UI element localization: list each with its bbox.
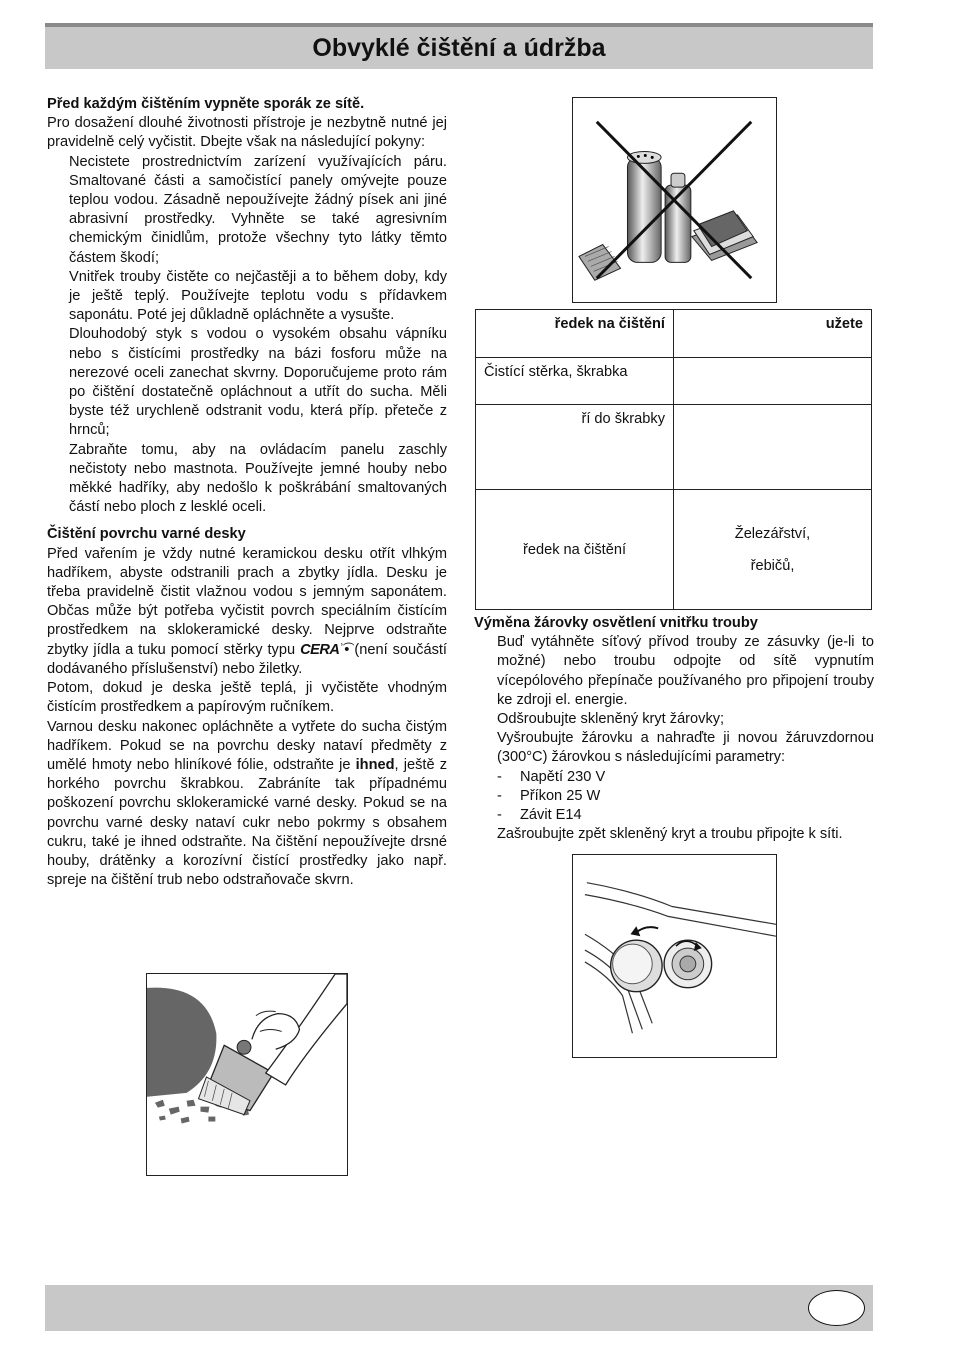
care-item: Vnitřek trouby čistěte co nejčastěji a to během doby, kdy je ještě teplý. Používejte teplotu vodu s přídavkem saponátu. Poté jej důkladně opláchněte a vysušte.	[69, 268, 447, 324]
bulb-step: Odšroubujte skleněný kryt žárovky;	[497, 711, 725, 728]
hob-paragraph-3	[47, 718, 447, 891]
hob-p1-text: Před vařením je vždy nutné keramickou desku otřít vlhkým hadříkem, abyste odstranili prach a zbytky jídla. Desku je třeba pravidelně čistit vlažnou vodou s jemným saponátem. Občas může být potřeba vyčistit povrch speciálním čistícím prostředkem na sklokeramické desky. Nejprve odstraňte zbytky jídla a tuku pomocí stěrky typu	[47, 545, 447, 658]
table-cell	[674, 405, 872, 490]
hob-p1-tail: (není součástí dodávaného příslušenství) nebo žiletky.	[47, 641, 447, 677]
table-header-cell: užete	[674, 310, 872, 358]
hob-p3-bold: ihned	[355, 756, 395, 773]
header-bar	[45, 23, 873, 69]
spec-text: Závit E14	[520, 807, 582, 824]
hob-paragraph-2: Potom, dokud je deska ještě teplá, ji vyčistěte vhodným čistícím prostředkem a papírovým ručníkem.	[47, 680, 447, 716]
table-cell: ří do škrabky	[476, 405, 674, 490]
table-row	[476, 405, 872, 490]
hob-paragraph-1	[47, 545, 447, 679]
bulb-step: Buď vytáhněte síťový přívod trouby ze zásuvky (je-li to možné) nebo troubu odpojte od sítě vypnutím vícepólového přepínače používaného pro připojení trouby ke zdroji el. energie.	[497, 634, 874, 708]
cera-logo: CERA	[300, 641, 340, 658]
page-number-oval	[808, 1290, 865, 1326]
table-row	[476, 490, 872, 610]
bulb-heading: Výměna žárovky osvětlení vnitřku trouby	[474, 615, 758, 631]
footer-bar	[45, 1285, 873, 1331]
right-column	[474, 614, 874, 844]
cleaning-products-table	[475, 309, 872, 610]
spec-item: - Napětí 230 V	[474, 768, 874, 787]
bulb-final-step: Zašroubujte zpět skleněný kryt a troubu připojte k síti.	[497, 826, 843, 843]
left-column	[47, 95, 447, 890]
hob-p3-a: Varnou desku nakonec opláchněte a vytřete do sucha čistým hadříkem. Pokud se na povrchu desky nataví předměty z umělé hmoty nebo hliníkové fólie, odstraňte je	[47, 718, 447, 773]
table-row	[476, 358, 872, 405]
spec-text: Příkon 25 W	[520, 787, 601, 804]
table-cell	[674, 358, 872, 405]
forbidden-products-icon	[572, 97, 777, 303]
cera-icon: ʾ͡•	[339, 641, 350, 658]
intro-text: Pro dosažení dlouhé životnosti přístroje je nezbytně nutné jej pravidelně celý vyčistit. Dbejte však na následující pokyny:	[47, 115, 447, 151]
table-cell: Železářství, řebičů,	[674, 490, 872, 610]
page-title: Obvyklé čištění a údržba	[312, 34, 606, 62]
care-item: Necistete prostrednictvím zarízení využívajících páru. Smaltované části a samočistící panely omývejte pouze teplou vodou. Zásadně nepoužívejte žádný písek ani jiné abrasivní prostředky. Vyhněte se také agresivním chemickým činidlům, protože všechny tyto látky těmto částem škodí;	[69, 153, 447, 266]
intro-heading: Před každým čištěním vypněte sporák ze sítě.	[47, 96, 365, 112]
table-header-cell: ředek na čištění	[476, 310, 674, 358]
care-item: Zabraňte tomu, aby na ovládacím panelu zaschly nečistoty nebo mastnota. Používejte jemné houby nebo měkké hadříky, aby nedošlo k poškrábání smaltovaných částí nebo ploch z lesklé oceli.	[69, 441, 447, 516]
hob-p3-b: , ještě z horkého povrchu škrabkou. Zabráníte tak případnému poškození povrchu sklokeramické varné desky. Pokud se na povrchu varné desky nataví cukr nebo pokrmy s obsahem cukru, také je ihned odstraňte. Na čištění nepoužívejte drsné houby, drátěnky a korozívní čistící prostředky jako např. spreje na čištění trub nebo odstraňovače skvrn.	[47, 756, 447, 889]
bulb-step: Vyšroubujte žárovku a nahraďte ji novou žáruvzdornou (300°C) žárovkou s následujícími parametry:	[497, 730, 874, 766]
spec-text: Napětí 230 V	[520, 768, 606, 785]
spec-item: - Závit E14	[474, 806, 874, 825]
table-cell: Čistící stěrka, škrabka	[476, 358, 674, 405]
oven-lamp-icon	[572, 854, 777, 1058]
spec-item: - Příkon 25 W	[474, 787, 874, 806]
hob-heading: Čištění povrchu varné desky	[47, 526, 246, 543]
care-item: Dlouhodobý styk s vodou o vysokém obsahu vápníku nebo s čistícími prostředky na bázi fosforu může na nerezové oceli zanechat skvrny. Doporučujeme proto rám po čištění dostatečně opláchnout a utřít do sucha. Měli byste též urychleně odstranit vodu, která příp. přeteče z hrnců;	[69, 326, 447, 439]
scraper-icon	[146, 973, 348, 1176]
table-cell: ředek na čištění	[476, 490, 674, 610]
table-header-row	[476, 310, 872, 358]
